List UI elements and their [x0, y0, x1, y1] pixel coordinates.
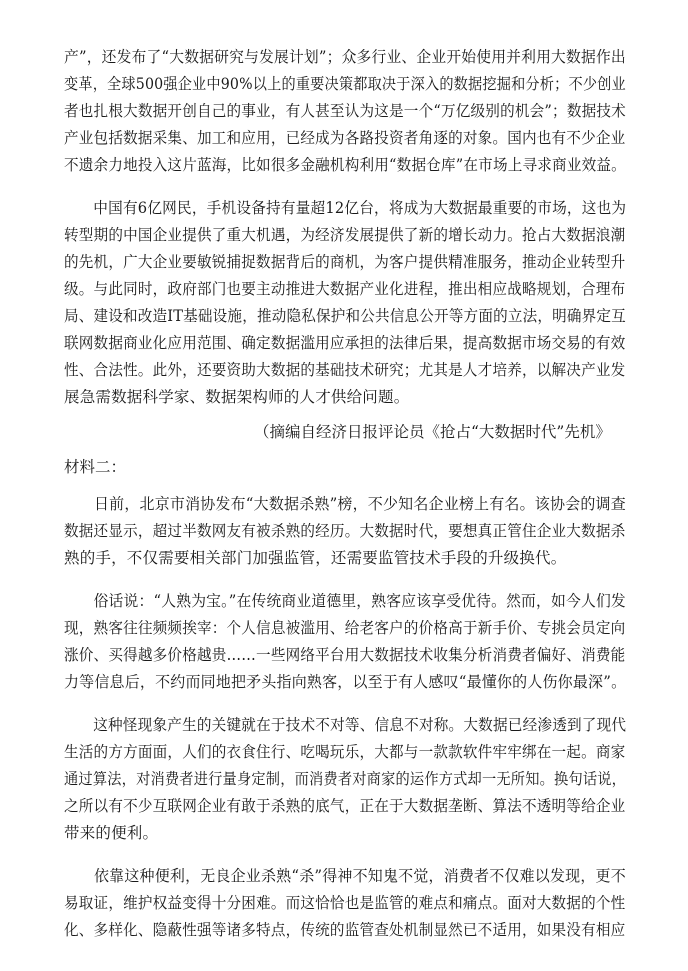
paragraph-4-line-4: 力等信息后，不约而同地把矛头指向熟客，以至于有人感叹“最懂你的人伤你最深”。 — [64, 673, 627, 691]
paragraph-1-line-1: 产”，还发布了“大数据研究与发展计划”；众多行业、企业开始使用并利用大数据作出 — [64, 48, 626, 66]
paragraph-1 — [64, 44, 626, 179]
paragraph-3-line-3: 熟的手，不仅需要相关部门加强监管，还需要监管技术手段的升级换代。 — [64, 549, 567, 567]
paragraph-1-line-3: 者也扎根大数据开创自己的事业，有人甚至认为这是一个“万亿级别的机会”；数据技术 — [64, 102, 626, 120]
material-two-label: 材料二： — [64, 458, 127, 476]
paragraph-1-line-4: 产业包括数据采集、加工和应用，已经成为各路投资者角逐的对象。国内也有不少企业 — [64, 129, 626, 147]
paragraph-1-line-2: 变革，全球500强企业中90%以上的重要决策都取决于深入的数据挖掘和分析；不少创业 — [64, 75, 626, 93]
paragraph-6 — [64, 863, 626, 944]
source-citation: （摘编自经济日报评论员《抢占“大数据时代”先机》 — [254, 423, 611, 441]
paragraph-5-line-2: 生活的方方面面，人们的衣食住行、吃喝玩乐，大都与一款款软件牢牢绑在一起。商家 — [64, 743, 626, 761]
paragraph-2-line-5: 局、建设和改造IT基础设施，推动隐私保护和公共信息公开等方面的立法，明确界定互 — [64, 307, 626, 325]
paragraph-5-line-1: 这种怪现象产生的关键就在于技术不对等、信息不对称。大数据已经渗透到了现代 — [93, 716, 627, 734]
paragraph-2-line-8: 展急需数据科学家、数据架构师的人才供给问题。 — [64, 388, 410, 406]
paragraph-6-line-3: 化、多样化、隐蔽性强等诸多特点，传统的监管查处机制显然已不适用，如果没有相应 — [64, 921, 626, 939]
paragraph-4-line-1: 俗话说：“人熟为宝。”在传统商业道德里，熟客应该享受优待。然而，如今人们发 — [93, 592, 626, 610]
paragraph-5-line-3: 通过算法，对消费者进行量身定制，而消费者对商家的运作方式却一无所知。换句话说， — [64, 770, 627, 788]
paragraph-2-line-2: 转型期的中国企业提供了重大机遇，为经济发展提供了新的增长动力。抢占大数据浪潮 — [64, 226, 626, 244]
paragraph-4 — [64, 588, 626, 696]
paragraph-5-line-4: 之所以有不少互联网企业有敢于杀熟的底气，正在于大数据垄断、算法不透明等给企业 — [64, 797, 626, 815]
paragraph-1-line-5: 不遗余力地投入这片蓝海，比如很多金融机构利用“数据仓库”在市场上寻求商业效益。 — [64, 156, 626, 174]
paragraph-4-line-3: 涨价、买得越多价格越贵……一些网络平台用大数据技术收集分析消费者偏好、消费能 — [64, 646, 626, 664]
paragraph-3 — [64, 491, 626, 572]
paragraph-5 — [64, 712, 626, 847]
paragraph-6-line-2: 易取证，维护权益变得十分困难。而这恰恰也是监管的难点和痛点。面对大数据的个性 — [64, 894, 626, 912]
paragraph-3-line-2: 数据还显示，超过半数网友有被杀熟的经历。大数据时代，要想真正管住企业大数据杀 — [64, 522, 626, 540]
paragraph-3-line-1: 日前，北京市消协发布“大数据杀熟”榜，不少知名企业榜上有名。该协会的调查 — [93, 495, 626, 513]
paragraph-2-line-4: 级。与此同时，政府部门也要主动推进大数据产业化进程，推出相应战略规划，合理布 — [64, 280, 626, 298]
paragraph-2-line-7: 性、合法性。此外，还要资助大数据的基础技术研究；尤其是人才培养，以解决产业发 — [64, 361, 626, 379]
paragraph-2-line-1: 中国有6亿网民，手机设备持有量超12亿台，将成为大数据最重要的市场，这也为 — [93, 199, 627, 217]
paragraph-6-line-1: 依靠这种便利，无良企业杀熟“杀”得神不知鬼不觉，消费者不仅难以发现，更不 — [93, 867, 626, 885]
paragraph-2 — [64, 195, 626, 411]
paragraph-4-line-2: 现，熟客往往频频挨宰：个人信息被滥用、给老客户的价格高于新手价、专挑会员定向 — [64, 619, 626, 637]
paragraph-2-line-3: 的先机，广大企业要敏锐捕捉数据背后的商机，为客户提供精准服务，推动企业转型升 — [64, 253, 626, 271]
paragraph-2-line-6: 联网数据商业化应用范围、确定数据滥用应承担的法律后果，提高数据市场交易的有效 — [64, 334, 626, 352]
paragraph-5-line-5: 带来的便利。 — [64, 824, 159, 842]
